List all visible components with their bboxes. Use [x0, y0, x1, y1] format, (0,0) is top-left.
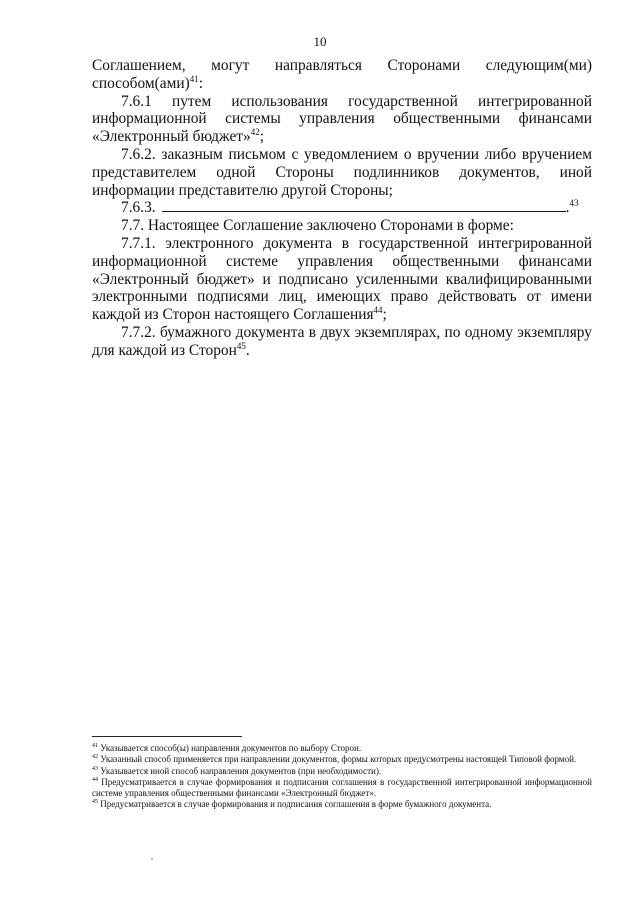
paragraph-text: 7.7.2. бумажного документа в двух экземплярах, по одному экземпляру для каждой из Сторон: [92, 323, 592, 359]
footnote-text: Предусматривается в случае формирования и подписания соглашения в государственной интегрированной информационной системе управления общественными финансами «Электронный бюджет».: [92, 776, 592, 799]
paragraph-text: 7.6.3.: [121, 199, 156, 217]
footnote-ref: 42: [250, 127, 260, 138]
footnote: [92, 766, 592, 777]
footnote-ref: 41: [189, 73, 199, 84]
paragraph-text: 7.7.1. электронного документа в государственной интегрированной информационной системе управления общественными финансами «Электронный бюджет» и подписано усиленными квалифицированными электронными подписями лиц, имеющих право действовать от имени каждой из Сторон настоящего Соглашения: [92, 234, 592, 324]
punctuation: :: [198, 74, 203, 92]
footnote-text: Указывается иной способ направления документов (при необходимости).: [100, 765, 382, 776]
footnote: [92, 754, 592, 765]
scan-speck: [151, 858, 153, 860]
page-number: 10: [313, 34, 327, 49]
footnote-number: 44: [92, 776, 98, 783]
paragraph-continuation: [92, 57, 592, 93]
punctuation: .: [565, 199, 570, 217]
body-text: [92, 57, 592, 360]
footnote: [92, 799, 592, 810]
footnote-text: Указывается способ(ы) направления документов по выбору Сторон.: [100, 743, 362, 753]
footnote-number: 43: [92, 765, 98, 772]
paragraph-text: 7.7. Настоящее Соглашение заключено Сторонами в форме:: [121, 217, 514, 235]
paragraph-7-7-1: [92, 235, 592, 324]
footnotes: [92, 736, 592, 811]
footnote: [92, 743, 592, 754]
footnote-ref: 43: [569, 198, 579, 209]
punctuation: .: [245, 341, 250, 359]
blank-fill-line: [162, 199, 566, 212]
footnote: [92, 777, 592, 800]
footnote-number: 45: [92, 799, 98, 806]
footnote-ref: 45: [236, 340, 246, 351]
paragraph-7-7: [92, 217, 592, 235]
paragraph-text: 7.6.2. заказным письмом с уведомлением о вручении либо вручением представителем одной Стороны подлинников документов, иной информации представителю другой Стороны;: [92, 145, 592, 199]
punctuation: ;: [382, 306, 387, 324]
paragraph-text: Соглашением, могут направляться Сторонами следующим(ми) способом(ами): [92, 57, 592, 92]
paragraph-7-7-2: [92, 324, 592, 360]
footnote-ref: 44: [373, 305, 383, 316]
footnote-number: 42: [92, 754, 98, 761]
paragraph-7-6-1: [92, 93, 592, 146]
paragraph-text: 7.6.1 путем использования государственной интегрированной информационной системы управления общественными финансами «Электронный бюджет»: [92, 92, 592, 146]
paragraph-7-6-3: [92, 199, 592, 217]
footnote-number: 41: [92, 743, 98, 749]
footnote-text: Предусматривается в случае формирования и подписания соглашения в форме бумажного документа.: [100, 799, 492, 810]
paragraph-7-6-2: [92, 146, 592, 199]
footnote-text: Указанный способ применяется при направлении документов, формы которых предусмотрены настоящей Типовой формой.: [100, 754, 577, 765]
punctuation: ;: [259, 128, 264, 146]
footnote-divider: [92, 736, 242, 737]
